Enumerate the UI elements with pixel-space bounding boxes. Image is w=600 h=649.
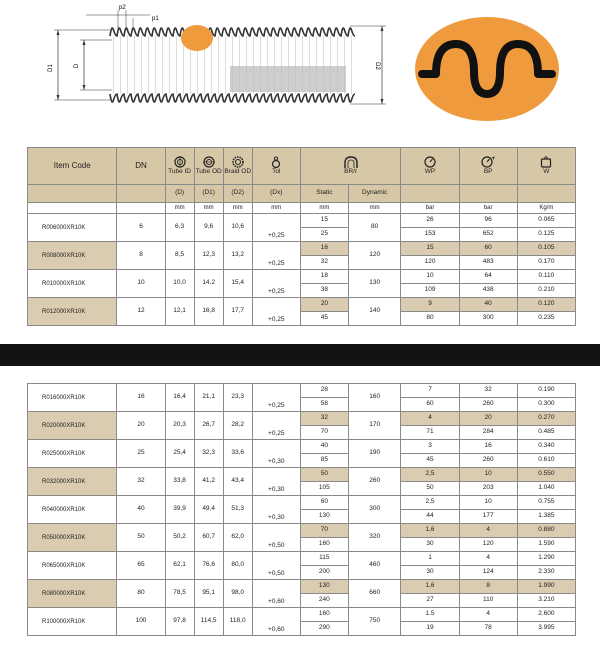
dynamic-radius-cell: 170 bbox=[348, 412, 401, 440]
wp-cell: 2,5 bbox=[401, 468, 459, 482]
item-code-cell: R100000XR10K bbox=[28, 608, 117, 636]
static-radius-cell: 200 bbox=[300, 566, 348, 580]
header-w bbox=[517, 148, 575, 185]
braid-od-cell: 13,2 bbox=[223, 242, 252, 270]
static-radius-cell: 130 bbox=[300, 510, 348, 524]
header-tol-label: Tol bbox=[272, 168, 281, 176]
table-row bbox=[28, 440, 576, 454]
static-radius-cell: 130 bbox=[300, 580, 348, 594]
sub-dynamic: Dynamic bbox=[348, 185, 401, 203]
table-row bbox=[28, 608, 576, 622]
sub-tube-id: (D) bbox=[165, 185, 194, 203]
weight-cell: 3.995 bbox=[517, 622, 575, 636]
bp-cell: 4 bbox=[459, 552, 517, 566]
table-row bbox=[28, 580, 576, 594]
braid-od-cell: 118,0 bbox=[223, 608, 252, 636]
dn-cell: 65 bbox=[117, 552, 165, 580]
static-radius-cell: 25 bbox=[300, 228, 348, 242]
wp-cell: 153 bbox=[401, 228, 459, 242]
dynamic-radius-cell: 130 bbox=[348, 270, 401, 298]
bp-cell: 124 bbox=[459, 566, 517, 580]
tol-cell: +0,25 bbox=[252, 412, 300, 440]
weight-cell: 0.065 bbox=[517, 214, 575, 228]
item-code-cell: R040000XR10K bbox=[28, 496, 117, 524]
wp-cell: 109 bbox=[401, 284, 459, 298]
wp-cell: 1.5 bbox=[401, 608, 459, 622]
item-code-cell: R016000XR10K bbox=[28, 384, 117, 412]
wp-cell: 1 bbox=[401, 552, 459, 566]
dynamic-radius-cell: 320 bbox=[348, 524, 401, 552]
weight-cell: 0.340 bbox=[517, 440, 575, 454]
header-wp-label: WP bbox=[424, 168, 436, 176]
weight-cell: 0.880 bbox=[517, 524, 575, 538]
dn-cell: 8 bbox=[117, 242, 165, 270]
braid-od-cell: 10,6 bbox=[223, 214, 252, 242]
bp-cell: 652 bbox=[459, 228, 517, 242]
d1-label: D1 bbox=[48, 64, 54, 72]
tube-od-cell: 9,6 bbox=[194, 214, 223, 242]
static-radius-cell: 60 bbox=[300, 496, 348, 510]
wp-cell: 2,5 bbox=[401, 496, 459, 510]
unit-cell: mm bbox=[223, 203, 252, 214]
bp-cell: 4 bbox=[459, 524, 517, 538]
bp-cell: 483 bbox=[459, 256, 517, 270]
wp-cell: 26 bbox=[401, 214, 459, 228]
weight-cell: 0.550 bbox=[517, 468, 575, 482]
tol-cell: +0,25 bbox=[252, 298, 300, 326]
tube-id-cell: 25,4 bbox=[165, 440, 194, 468]
weight-cell: 0.485 bbox=[517, 426, 575, 440]
wp-cell: 30 bbox=[401, 538, 459, 552]
static-radius-cell: 290 bbox=[300, 622, 348, 636]
wp-cell: 1,6 bbox=[401, 580, 459, 594]
wp-cell: 19 bbox=[401, 622, 459, 636]
header-w-label: W bbox=[543, 168, 550, 176]
dynamic-radius-cell: 190 bbox=[348, 440, 401, 468]
weight-cell: 0.125 bbox=[517, 228, 575, 242]
header-bp bbox=[459, 148, 517, 185]
tube-od-cell: 49,4 bbox=[194, 496, 223, 524]
wp-cell: 1,6 bbox=[401, 524, 459, 538]
bp-cell: 260 bbox=[459, 454, 517, 468]
item-code-cell: R080000XR10K bbox=[28, 580, 117, 608]
tube-id-cell: 33,8 bbox=[165, 468, 194, 496]
tube-id-cell: 39,9 bbox=[165, 496, 194, 524]
tube-id-icon bbox=[174, 156, 186, 168]
tube-od-cell: 76,6 bbox=[194, 552, 223, 580]
static-radius-cell: 32 bbox=[300, 256, 348, 270]
header-dn: DN bbox=[117, 148, 165, 185]
corrugated-hose bbox=[110, 28, 355, 102]
unit-cell: bar bbox=[401, 203, 459, 214]
table-row bbox=[28, 214, 576, 228]
static-radius-cell: 160 bbox=[300, 538, 348, 552]
braid-od-cell: 98,0 bbox=[223, 580, 252, 608]
bp-cell: 64 bbox=[459, 270, 517, 284]
header-bp-label: BP bbox=[483, 168, 493, 176]
dn-cell: 10 bbox=[117, 270, 165, 298]
wp-cell: 71 bbox=[401, 426, 459, 440]
weight-cell: 2.600 bbox=[517, 608, 575, 622]
unit-cell: mm bbox=[348, 203, 401, 214]
weight-cell: 0.105 bbox=[517, 242, 575, 256]
tol-cell: +0,60 bbox=[252, 608, 300, 636]
wp-cell: 4 bbox=[401, 412, 459, 426]
bp-cell: 32 bbox=[459, 384, 517, 398]
tube-id-cell: 8,5 bbox=[165, 242, 194, 270]
burst-gauge-icon bbox=[481, 156, 495, 168]
item-code-cell: R065000XR10K bbox=[28, 552, 117, 580]
bp-cell: 438 bbox=[459, 284, 517, 298]
static-radius-cell: 70 bbox=[300, 524, 348, 538]
braid-od-cell: 33,6 bbox=[223, 440, 252, 468]
dynamic-radius-cell: 80 bbox=[348, 214, 401, 242]
hose-wall bbox=[110, 28, 355, 36]
bp-cell: 203 bbox=[459, 482, 517, 496]
tol-cell: +0,25 bbox=[252, 242, 300, 270]
bp-cell: 260 bbox=[459, 398, 517, 412]
weight-cell: 0.610 bbox=[517, 454, 575, 468]
tube-od-cell: 41,2 bbox=[194, 468, 223, 496]
bp-cell: 300 bbox=[459, 312, 517, 326]
static-radius-cell: 160 bbox=[300, 608, 348, 622]
sub-braid-od: (D2) bbox=[223, 185, 252, 203]
tol-cell: +0,25 bbox=[252, 384, 300, 412]
weight-cell: 1.040 bbox=[517, 482, 575, 496]
tube-od-cell: 12,3 bbox=[194, 242, 223, 270]
static-radius-cell: 16 bbox=[300, 242, 348, 256]
item-code-cell: R010000XR10K bbox=[28, 270, 117, 298]
wp-cell: 120 bbox=[401, 256, 459, 270]
static-radius-cell: 32 bbox=[300, 412, 348, 426]
tol-cell: +0,50 bbox=[252, 524, 300, 552]
table-row bbox=[28, 270, 576, 284]
static-radius-cell: 45 bbox=[300, 312, 348, 326]
header-tube-id-label: Tube ID bbox=[168, 168, 192, 176]
bp-cell: 60 bbox=[459, 242, 517, 256]
static-radius-cell: 28 bbox=[300, 384, 348, 398]
tube-od-cell: 16,8 bbox=[194, 298, 223, 326]
tube-od-cell: 95,1 bbox=[194, 580, 223, 608]
item-code-cell: R020000XR10K bbox=[28, 412, 117, 440]
tube-id-cell: 12,1 bbox=[165, 298, 194, 326]
dn-cell: 6 bbox=[117, 214, 165, 242]
divider-band bbox=[0, 344, 600, 366]
table-top-body bbox=[28, 214, 576, 326]
weight-cell: 1.385 bbox=[517, 510, 575, 524]
sub-static: Static bbox=[300, 185, 348, 203]
weight-cell: 1.990 bbox=[517, 580, 575, 594]
p1-label: p1 bbox=[152, 16, 159, 22]
wp-cell: 10 bbox=[401, 270, 459, 284]
dn-cell: 20 bbox=[117, 412, 165, 440]
tube-od-cell: 14,2 bbox=[194, 270, 223, 298]
unit-cell: mm bbox=[300, 203, 348, 214]
dn-cell: 100 bbox=[117, 608, 165, 636]
unit-cell: Kg/m bbox=[517, 203, 575, 214]
tube-id-cell: 20,3 bbox=[165, 412, 194, 440]
header-tube-od-label: Tube OD bbox=[195, 168, 222, 176]
unit-cell: bar bbox=[459, 203, 517, 214]
wp-cell: 15 bbox=[401, 242, 459, 256]
tube-id-cell: 78,5 bbox=[165, 580, 194, 608]
hose-wall bbox=[110, 94, 355, 102]
static-radius-cell: 105 bbox=[300, 482, 348, 496]
table-row bbox=[28, 384, 576, 398]
bp-cell: 8 bbox=[459, 580, 517, 594]
braid-od-cell: 15,4 bbox=[223, 270, 252, 298]
weight-cell: 0.755 bbox=[517, 496, 575, 510]
table-row bbox=[28, 552, 576, 566]
tube-od-cell: 114,5 bbox=[194, 608, 223, 636]
dynamic-radius-cell: 160 bbox=[348, 384, 401, 412]
weight-cell: 3.210 bbox=[517, 594, 575, 608]
table-row bbox=[28, 242, 576, 256]
dynamic-radius-cell: 300 bbox=[348, 496, 401, 524]
weight-cell: 0.300 bbox=[517, 398, 575, 412]
header-tube-od bbox=[194, 148, 223, 185]
wp-cell: 27 bbox=[401, 594, 459, 608]
bp-cell: 110 bbox=[459, 594, 517, 608]
corrugation-profile-detail bbox=[412, 14, 562, 124]
weight-icon bbox=[270, 156, 282, 168]
dynamic-radius-cell: 460 bbox=[348, 552, 401, 580]
wp-cell: 80 bbox=[401, 312, 459, 326]
bp-cell: 78 bbox=[459, 622, 517, 636]
bp-cell: 20 bbox=[459, 412, 517, 426]
dn-cell: 80 bbox=[117, 580, 165, 608]
weight-cell: 0.190 bbox=[517, 384, 575, 398]
wp-cell: 9 bbox=[401, 298, 459, 312]
braid-od-cell: 17,7 bbox=[223, 298, 252, 326]
wp-cell: 60 bbox=[401, 398, 459, 412]
sub-tube-od: (D1) bbox=[194, 185, 223, 203]
dn-cell: 50 bbox=[117, 524, 165, 552]
braid-section bbox=[230, 66, 346, 92]
tube-id-cell: 16,4 bbox=[165, 384, 194, 412]
specs-table-top bbox=[27, 147, 576, 326]
tube-id-cell: 6,3 bbox=[165, 214, 194, 242]
wp-cell: 30 bbox=[401, 566, 459, 580]
bp-cell: 4 bbox=[459, 608, 517, 622]
item-code-cell: R032000XR10K bbox=[28, 468, 117, 496]
braid-od-cell: 51,3 bbox=[223, 496, 252, 524]
weight-cell: 1.590 bbox=[517, 538, 575, 552]
bp-cell: 284 bbox=[459, 426, 517, 440]
tol-cell: +0,50 bbox=[252, 552, 300, 580]
dn-cell: 12 bbox=[117, 298, 165, 326]
braid-od-cell: 80,0 bbox=[223, 552, 252, 580]
weight-cell: 0.270 bbox=[517, 412, 575, 426]
item-code-cell: R006000XR10K bbox=[28, 214, 117, 242]
dynamic-radius-cell: 120 bbox=[348, 242, 401, 270]
unit-cell: mm bbox=[165, 203, 194, 214]
bp-cell: 96 bbox=[459, 214, 517, 228]
d2-label: D2 bbox=[374, 62, 380, 70]
static-radius-cell: 70 bbox=[300, 426, 348, 440]
table-row bbox=[28, 496, 576, 510]
tol-cell: +0,60 bbox=[252, 580, 300, 608]
weight-cell: 0.120 bbox=[517, 298, 575, 312]
header-braid-od-label: Braid OD bbox=[224, 168, 252, 176]
header-tol bbox=[252, 148, 300, 185]
static-radius-cell: 38 bbox=[300, 284, 348, 298]
dynamic-radius-cell: 140 bbox=[348, 298, 401, 326]
bp-cell: 16 bbox=[459, 440, 517, 454]
static-radius-cell: 240 bbox=[300, 594, 348, 608]
weight-scale-icon bbox=[540, 156, 552, 168]
bp-cell: 120 bbox=[459, 538, 517, 552]
bp-cell: 10 bbox=[459, 496, 517, 510]
item-code-cell: R008000XR10K bbox=[28, 242, 117, 270]
unit-cell: mm bbox=[194, 203, 223, 214]
static-radius-cell: 85 bbox=[300, 454, 348, 468]
tol-cell: +0,30 bbox=[252, 496, 300, 524]
pressure-gauge-icon bbox=[424, 156, 436, 168]
specs-table-bottom bbox=[27, 383, 576, 636]
static-radius-cell: 58 bbox=[300, 398, 348, 412]
static-radius-cell: 20 bbox=[300, 298, 348, 312]
weight-cell: 0.170 bbox=[517, 256, 575, 270]
tol-cell: +0,25 bbox=[252, 214, 300, 242]
bp-cell: 40 bbox=[459, 298, 517, 312]
header-wp bbox=[401, 148, 459, 185]
tol-cell: +0,30 bbox=[252, 468, 300, 496]
dynamic-radius-cell: 750 bbox=[348, 608, 401, 636]
dn-cell: 25 bbox=[117, 440, 165, 468]
tube-od-cell: 26,7 bbox=[194, 412, 223, 440]
static-radius-cell: 115 bbox=[300, 552, 348, 566]
tube-id-cell: 97,8 bbox=[165, 608, 194, 636]
item-code-cell: R025000XR10K bbox=[28, 440, 117, 468]
weight-cell: 1.290 bbox=[517, 552, 575, 566]
static-radius-cell: 15 bbox=[300, 214, 348, 228]
bp-cell: 10 bbox=[459, 468, 517, 482]
wp-cell: 44 bbox=[401, 510, 459, 524]
bp-cell: 177 bbox=[459, 510, 517, 524]
dynamic-radius-cell: 260 bbox=[348, 468, 401, 496]
weight-cell: 0.235 bbox=[517, 312, 575, 326]
braid-od-cell: 23,3 bbox=[223, 384, 252, 412]
header-brr-label: BR/r bbox=[344, 168, 358, 176]
tube-id-cell: 50,2 bbox=[165, 524, 194, 552]
braid-od-cell: 62,0 bbox=[223, 524, 252, 552]
wp-cell: 45 bbox=[401, 454, 459, 468]
tube-od-cell: 60,7 bbox=[194, 524, 223, 552]
header-item-code: Item Code bbox=[28, 148, 117, 185]
dn-cell: 40 bbox=[117, 496, 165, 524]
table-row bbox=[28, 412, 576, 426]
tol-cell: +0,25 bbox=[252, 270, 300, 298]
d-label: D bbox=[74, 63, 80, 69]
header-braid-od bbox=[223, 148, 252, 185]
wp-cell: 50 bbox=[401, 482, 459, 496]
weight-cell: 0.110 bbox=[517, 270, 575, 284]
table-bottom-body bbox=[28, 384, 576, 636]
dynamic-radius-cell: 660 bbox=[348, 580, 401, 608]
dn-cell: 16 bbox=[117, 384, 165, 412]
static-radius-cell: 18 bbox=[300, 270, 348, 284]
weight-cell: 2.330 bbox=[517, 566, 575, 580]
tube-od-cell: 21,1 bbox=[194, 384, 223, 412]
header-tube-id bbox=[165, 148, 194, 185]
wp-cell: 7 bbox=[401, 384, 459, 398]
unit-cell: mm bbox=[252, 203, 300, 214]
bend-radius-icon bbox=[343, 156, 359, 168]
braid-od-icon bbox=[232, 156, 244, 168]
tube-id-cell: 10,0 bbox=[165, 270, 194, 298]
braid-od-cell: 43,4 bbox=[223, 468, 252, 496]
static-radius-cell: 40 bbox=[300, 440, 348, 454]
table-row bbox=[28, 524, 576, 538]
static-radius-cell: 50 bbox=[300, 468, 348, 482]
braid-od-cell: 28,2 bbox=[223, 412, 252, 440]
item-code-cell: R012000XR10K bbox=[28, 298, 117, 326]
item-code-cell: R050000XR10K bbox=[28, 524, 117, 552]
table-row bbox=[28, 468, 576, 482]
tube-od-cell: 32,3 bbox=[194, 440, 223, 468]
tube-od-icon bbox=[203, 156, 215, 168]
p2-label: p2 bbox=[119, 5, 126, 11]
header-bend-radius bbox=[300, 148, 401, 185]
profile-highlight bbox=[181, 25, 213, 51]
table-row bbox=[28, 298, 576, 312]
wp-cell: 3 bbox=[401, 440, 459, 454]
tube-id-cell: 62,1 bbox=[165, 552, 194, 580]
tol-cell: +0,30 bbox=[252, 440, 300, 468]
dn-cell: 32 bbox=[117, 468, 165, 496]
weight-cell: 0.210 bbox=[517, 284, 575, 298]
sub-tol: (Dx) bbox=[252, 185, 300, 203]
